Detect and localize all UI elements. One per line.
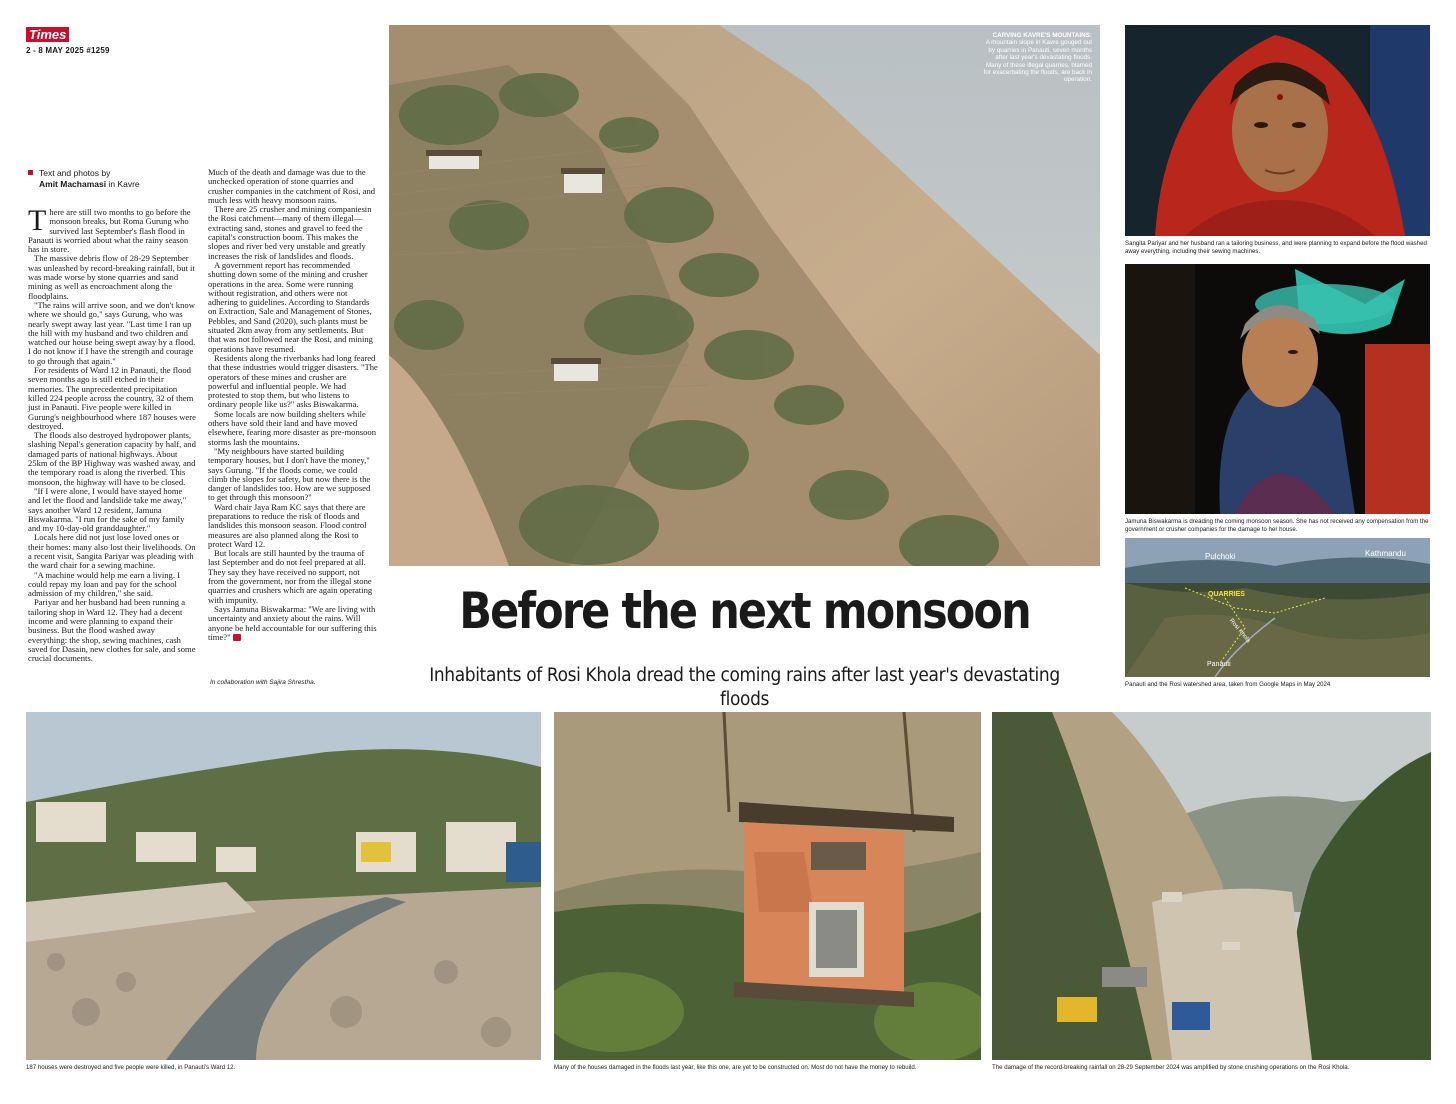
article-paragraph: Says Jamuna Biswakarma: "We are living with uncertainty and anxiety about the rains. Will anyone be held accountable for our suffering this time?" [208, 603, 377, 642]
caption-portrait-2: Jamuna Biswakarma is dreading the coming monsoon season. She has not received any compensation from the government or crusher companies for the damage to her house. [1125, 518, 1429, 533]
map-label-panauti: Panauti [1207, 661, 1231, 668]
photo-quarry-valley [992, 712, 1431, 1060]
hero-caption-title: CARVING KAVRE'S MOUNTAINS: [992, 32, 1092, 39]
caption-map: Panauti and the Rosi watershed area, taken from Google Maps in May 2024 [1125, 681, 1331, 688]
article-column-2 [208, 168, 378, 673]
satellite-map-rosi-watershed [1125, 538, 1430, 677]
article-paragraph: Some locals are now building shelters while others have sold their land and have moved elsewhere, fearing more disaster as pre-monsoon storms lash the mountains. [208, 408, 376, 447]
dropcap: T [28, 204, 47, 237]
red-square-bullet-icon [28, 170, 33, 175]
article-paragraph: A government report has recommended shutting down some of the mining and crusher operations in the area. Some were running without registration, and others were not adhering to guidelines. According to Standards on Extraction, Sale and Management of Stones, Pebbles, and Sand (2020), such plants must be situated 2km away from any settlements. But that was not followed near the Rosi, and mining operations have resumed. [208, 259, 373, 354]
article-paragraph: Residents along the riverbanks had long feared that these industries would trigger disasters. "The operators of these mines and crusher are powerful and influential people. We had protested to stop them, but who listens to ordinary people like us?" asks Biswakarma. [208, 352, 378, 410]
article-paragraph: But locals are still haunted by the trauma of last September and do not feel prepared at all. They say they have received no support, not from the government, nor from the illegal stone quarries and crushers which are again operating with impunity. [208, 548, 373, 605]
collaboration-credit: In collaboration with Sajira Shrestha. [210, 679, 316, 686]
article-paragraph: Pariyar and her husband had been running a tailoring shop in Ward 12. They had a decent income and were planning to expand their business. But the flood washed away everything: the shop, sewing machines, cash saved for Dasain, new clothes for sale, and some crucial documents. [28, 597, 196, 664]
hero-photo-quarried-mountain [389, 25, 1100, 566]
photo-damaged-house [554, 712, 981, 1060]
byline [28, 168, 140, 190]
article-paragraph: Locals here did not just lose loved ones or their homes: many also lost their livelihoods. On a recent visit, Sangita Pariyar was pleading with the ward chair for a sewing machine. [28, 532, 196, 571]
caption-portrait-1: Sangita Pariyar and her husband ran a tailoring business, and were planning to expand before the flood washed away everything, including their sewing machines. [1125, 240, 1427, 255]
byline-author: Amit Machamasi [39, 179, 107, 189]
caption-bottom-2: Many of the houses damaged in the floods last year, like this one, are yet to be constructed on. Most do not have the money to rebuild. [554, 1064, 917, 1071]
article-paragraph: There are still two months to go before the monsoon breaks, but Roma Gurung who survived last September's flash flood in Panauti is worried about what the rainy season has in store. [28, 204, 191, 255]
map-label-pulchoki: Pulchoki [1205, 552, 1236, 561]
nepali-times-endmark-icon [233, 634, 241, 641]
article-paragraph: Ward chair Jaya Ram KC says that there are preparations to reduce the risk of floods and landslides this monsoon season. Flood control measures are also planned along the Rosi to protect Ward 12. [208, 501, 367, 549]
hero-caption [982, 32, 1092, 84]
article-paragraph: "My neighbours have started building temporary houses, but I don't have the money," says Gurung. "If the floods come, we could climb the slopes for safety, but now there is the danger of landslides too. How are we supposed to get through this monsoon?" [208, 445, 371, 503]
subheadline: Inhabitants of Rosi Khola dread the coming rains after last year's devastating floods [429, 665, 1060, 710]
article-paragraph: "If I were alone, I would have stayed home and let the flood and landslide take me away," says another Ward 12 resident, Jamuna Biswakarma. "I run for the sake of my family and my 10-day-old granddaughter." [28, 485, 187, 534]
article-paragraph: For residents of Ward 12 in Panauti, the flood seven months ago is still etched in their memories. The unprecedented precipitation killed 224 people across the country, 32 of them just in Panauti. Five people were killed in Gurung's neighbourhood where 187 houses were destroyed. [28, 365, 196, 431]
map-label-river: Rosi Khola [1227, 617, 1252, 645]
map-label-quarries: QUARRIES [1208, 591, 1245, 598]
article-paragraph: There are 25 crusher and mining companiesin the Rosi catchment—many of them illegal—extracting sand, stones and gravel to feed the capital's construction boom. This makes the slopes and river bed very unstable and greatly increases the risk of landslides and floods. [208, 204, 372, 261]
byline-intro: Text and photos by [39, 168, 111, 178]
article-paragraph: Much of the death and damage was due to the unchecked operation of stone quarries and crusher companies in the catchment of Rosi, and much less with heavy monsoon rains. [208, 167, 376, 205]
caption-bottom-3: The damage of the record-breaking rainfall on 28-29 September 2024 was amplified by stone crushing operations on the Rosi Khola. [992, 1064, 1350, 1071]
article-paragraph: The floods also destroyed hydropower plants, slashing Nepal's generation capacity by half, and damaged parts of national highways. About 25km of the BP Highway was washed away, and the temporary road is along the riverbed. This monsoon, the highway will have to be closed. [28, 430, 196, 487]
headline: Before the next monsoon [459, 582, 1030, 640]
map-label-kathmandu: Kathmandu [1365, 549, 1406, 558]
times-logo: Times [26, 27, 69, 42]
masthead [26, 26, 110, 55]
portrait-sangita-pariyar [1125, 25, 1430, 236]
caption-bottom-1: 187 houses were destroyed and five people were killed, in Panauti's Ward 12. [26, 1064, 236, 1071]
article-paragraph: "The rains will arrive soon, and we don't know where we should go," says Gurung, who was nearly swept away last year. "Last time I ran up the hill with my husband and two children and watched our house being swept away by a flood. I do not know if I have the strength and courage to go through that again." [28, 299, 196, 366]
article-paragraph: The massive debris flow of 28-29 September was unleashed by record-breaking rainfall, but it was made worse by stone quarries and sand mining as well as encroachment along the floodplains. [28, 253, 195, 301]
byline-location: in Kavre [106, 179, 140, 189]
issue-date: 2 - 8 MAY 2025 #1259 [26, 46, 110, 55]
photo-riverbed-ward-12 [26, 712, 541, 1060]
hero-caption-body: A mountain slope in Kavre gouged out by quarries in Panauti, seven months after last year's devastating floods. Many of these illegal quarries, blamed for exacerbating the floods, are back in operation. [983, 39, 1092, 84]
article-column-1 [28, 204, 196, 688]
article-paragraph: "A machine would help me earn a living. I could repay my loan and pay for the school admission of my children," she said. [28, 569, 180, 599]
portrait-jamuna-biswakarma [1125, 264, 1430, 514]
